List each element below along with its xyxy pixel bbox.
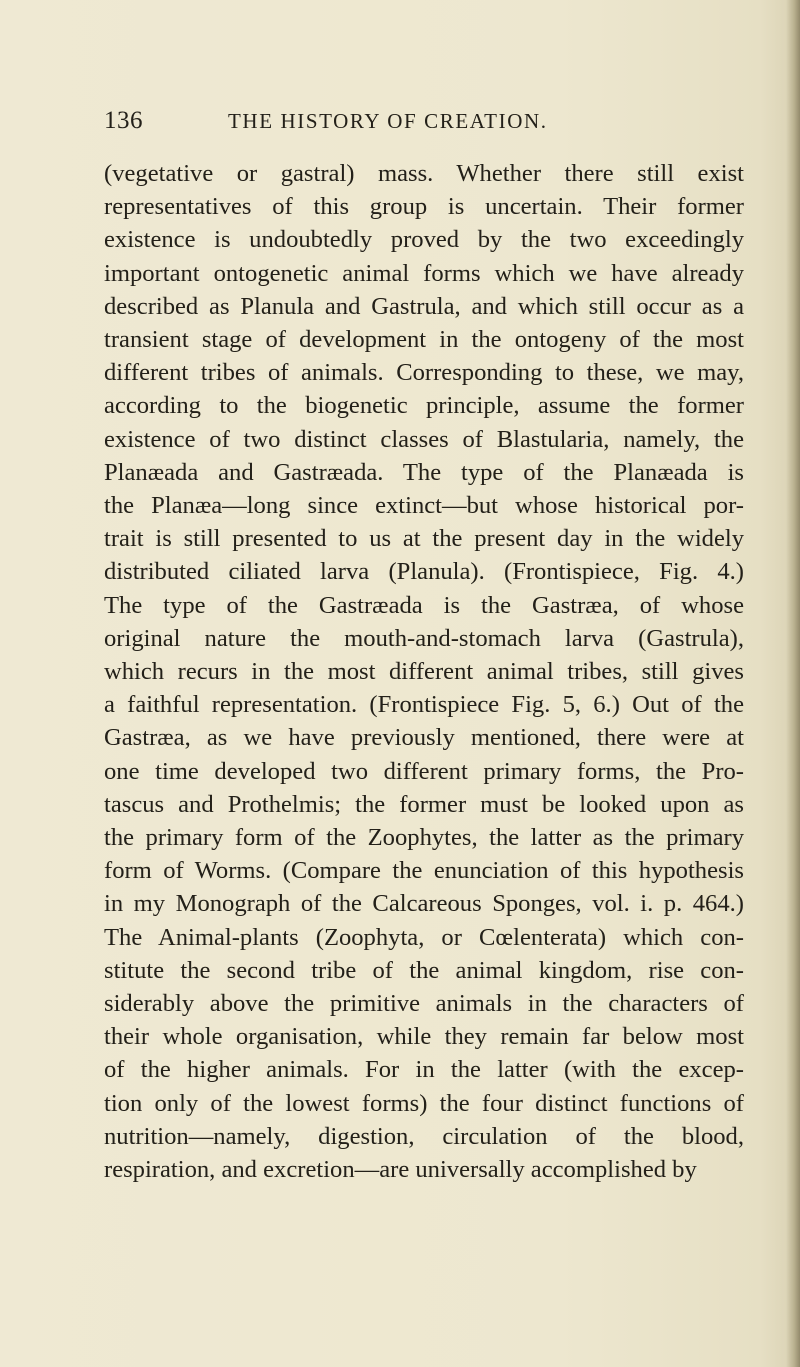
text-line: (vegetative or gastral) mass. Whether there still exist — [104, 160, 744, 187]
text-line: The type of the Gastræada is the Gastræa, of whose — [104, 591, 744, 619]
text-line: the Planæa—long since extinct—but whose historical por- — [104, 492, 744, 520]
page-number: 136 — [104, 107, 143, 134]
text-line: one time developed two different primary forms, the Pro- — [104, 757, 744, 785]
text-line: The Animal-plants (Zoophyta, or Cœlenterata) which con- — [104, 923, 744, 951]
text-line: their whole organisation, while they remain far below most — [104, 1023, 744, 1051]
text-line: existence of two distinct classes of Blastularia, namely, the — [104, 425, 744, 453]
text-line: existence is undoubtedly proved by the two exceedingly — [104, 226, 744, 254]
text-line: different tribes of animals. Corresponding to these, we may, — [104, 359, 744, 387]
page-header — [104, 107, 744, 137]
text-line: which recurs in the most different animal tribes, still gives — [104, 658, 744, 686]
text-line: tascus and Prothelmis; the former must be looked upon as — [104, 790, 744, 818]
text-line: distributed ciliated larva (Planula). (Frontispiece, Fig. 4.) — [104, 558, 744, 586]
text-line: representatives of this group is uncertain. Their former — [104, 193, 744, 221]
text-line: siderably above the primitive animals in the characters of — [104, 990, 744, 1018]
text-line: respiration, and excretion—are universally accomplished by — [104, 1156, 697, 1184]
text-line: stitute the second tribe of the animal kingdom, rise con- — [104, 956, 744, 984]
text-line: in my Monograph of the Calcareous Sponges, vol. i. p. 464.) — [104, 890, 744, 918]
text-line: important ontogenetic animal forms which we have already — [104, 259, 744, 287]
text-line: original nature the mouth-and-stomach larva (Gastrula), — [104, 624, 744, 652]
text-line: transient stage of development in the ontogeny of the most — [104, 326, 744, 354]
text-line: described as Planula and Gastrula, and which still occur as a — [104, 292, 744, 320]
text-line: Gastræa, as we have previously mentioned, there were at — [104, 724, 744, 752]
text-line: nutrition—namely, digestion, circulation of the blood, — [104, 1122, 744, 1150]
text-line: Planæada and Gastræada. The type of the Planæada is — [104, 458, 744, 486]
text-line: the primary form of the Zoophytes, the latter as the primary — [104, 824, 744, 852]
page-edge-shadow — [786, 0, 800, 1367]
text-line: according to the biogenetic principle, assume the former — [104, 392, 744, 420]
text-line: trait is still presented to us at the present day in the widely — [104, 525, 744, 553]
text-line: a faithful representation. (Frontispiece Fig. 5, 6.) Out of the — [104, 691, 744, 719]
body-text — [104, 157, 744, 1186]
text-line: tion only of the lowest forms) the four distinct functions of — [104, 1089, 744, 1117]
text-line: form of Worms. (Compare the enunciation of this hypothesis — [104, 857, 744, 885]
text-line: of the higher animals. For in the latter (with the excep- — [104, 1056, 744, 1084]
running-head: THE HISTORY OF CREATION. — [228, 109, 548, 133]
